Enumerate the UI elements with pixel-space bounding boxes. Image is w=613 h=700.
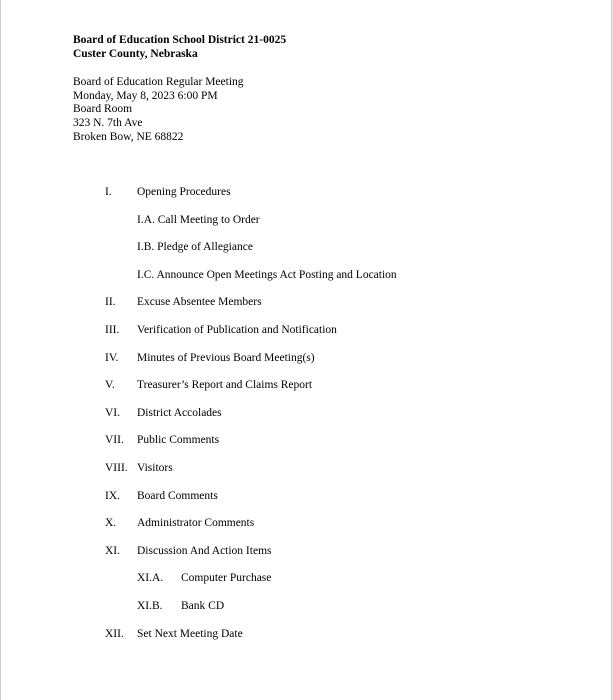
- agenda-subitem-number: XI.B.: [137, 600, 163, 612]
- agenda-item-number: XII.: [105, 628, 124, 640]
- agenda-item-title: Discussion And Action Items: [137, 545, 272, 557]
- agenda-item-title: Excuse Absentee Members: [137, 296, 262, 308]
- agenda-item-title: Opening Procedures: [137, 186, 231, 198]
- organization-county: Custer County, Nebraska: [73, 47, 198, 60]
- agenda-item-number: VI.: [105, 407, 121, 419]
- meeting-datetime: Monday, May 8, 2023 6:00 PM: [73, 89, 218, 102]
- meeting-street: 323 N. 7th Ave: [73, 117, 143, 130]
- agenda-item-number: VIII.: [105, 462, 128, 474]
- agenda-list: [1, 0, 611, 700]
- agenda-item-title: Treasurer’s Report and Claims Report: [137, 379, 313, 391]
- agenda-item-title: Public Comments: [137, 434, 220, 446]
- agenda-item-number: IV.: [105, 352, 119, 364]
- agenda-item-title: District Accolades: [137, 407, 222, 419]
- meeting-city: Broken Bow, NE 68822: [73, 130, 184, 143]
- agenda-item-number: III.: [105, 324, 120, 336]
- agenda-subitem-title: I.B. Pledge of Allegiance: [137, 241, 253, 253]
- agenda-item-number: XI.: [105, 545, 121, 557]
- agenda-subitem-title: I.C. Announce Open Meetings Act Posting and Location: [137, 269, 397, 281]
- agenda-item-number: I.: [105, 186, 112, 198]
- agenda-subitem-title: Computer Purchase: [181, 572, 272, 584]
- agenda-item-number: II.: [105, 296, 116, 308]
- agenda-item-title: Administrator Comments: [137, 517, 255, 529]
- agenda-item-title: Visitors: [137, 462, 173, 474]
- agenda-item-number: X.: [105, 517, 117, 529]
- agenda-item-number: IX.: [105, 490, 121, 502]
- agenda-item-title: Verification of Publication and Notification: [137, 324, 337, 336]
- agenda-item-title: Minutes of Previous Board Meeting(s): [137, 352, 315, 364]
- organization-name: Board of Education School District 21-0025: [73, 34, 287, 46]
- meeting-name: Board of Education Regular Meeting: [73, 76, 244, 88]
- agenda-subitem-title: I.A. Call Meeting to Order: [137, 214, 260, 226]
- meeting-room: Board Room: [73, 103, 133, 116]
- agenda-item-number: VII.: [105, 434, 124, 446]
- agenda-subitem-title: Bank CD: [181, 600, 225, 612]
- agenda-subitem-number: XI.A.: [137, 572, 164, 584]
- agenda-item-title: Board Comments: [137, 490, 218, 502]
- agenda-item-title: Set Next Meeting Date: [137, 628, 243, 640]
- agenda-item-number: V.: [105, 379, 115, 391]
